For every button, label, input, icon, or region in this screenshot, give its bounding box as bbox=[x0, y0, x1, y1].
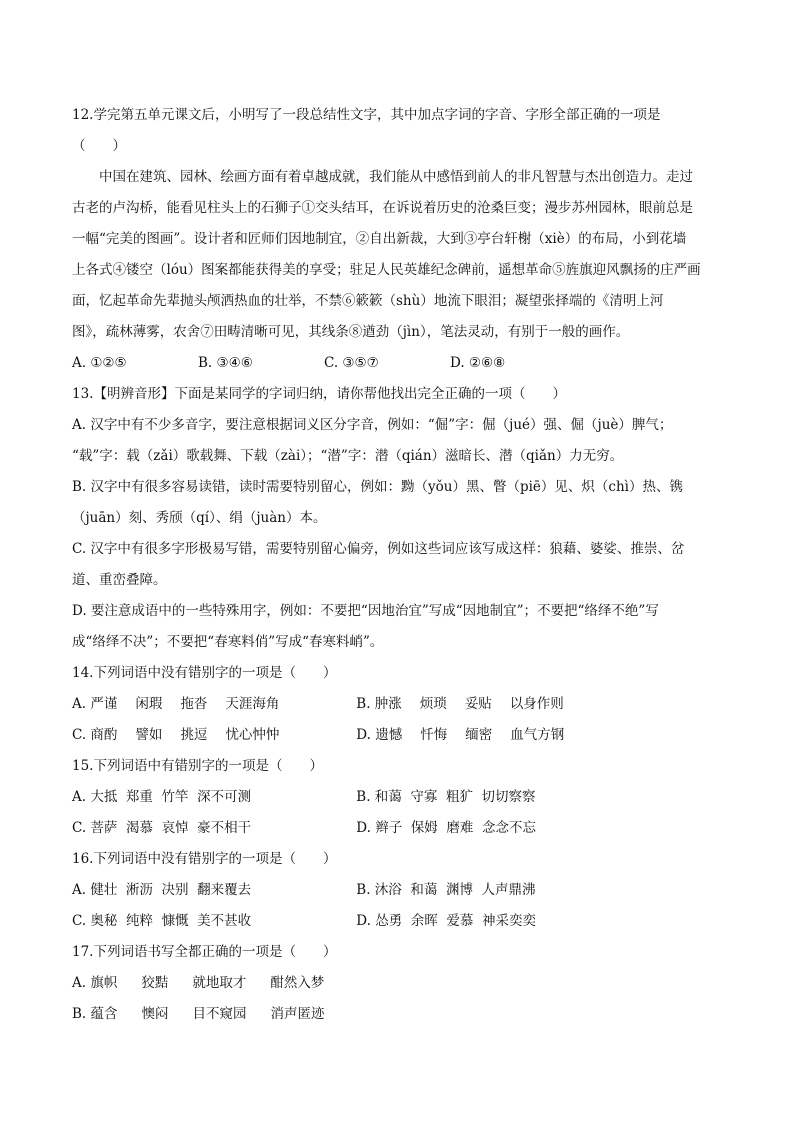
q12-passage-line: 面，忆起革命先辈抛头颅洒热血的壮举，不禁⑥簌簌（shù）地流下眼泪；凝望张择端的《清明上河 bbox=[72, 293, 664, 309]
q13-line: B. 汉字中有很多容易读错，读时需要特别留心，例如：黝（yǒu）黑、瞥（piē）见、炽（chì）热、镌 bbox=[72, 479, 683, 495]
q17-stem: 17.下列词语书写全都正确的一项是（ ） bbox=[72, 944, 337, 960]
q12-passage-line: 一幅“完美的图画”。设计者和匠师们因地制宜，②自出新裁，大到③亭台轩榭（xiè）的布局，小到花墙 bbox=[72, 231, 687, 247]
q12-option-a: A. ①②⑤ bbox=[72, 355, 127, 371]
q12-option-b: B. ③④⑥ bbox=[198, 355, 253, 371]
q14-stem: 14.下列词语中没有错别字的一项是（ ） bbox=[72, 665, 337, 681]
q12-answer-paren: （ ） bbox=[72, 138, 126, 154]
q13-line: “载”字：载（zǎi）歌载舞、下载（zài）；“潜”字：潜（qián）滋暗长、潜（qiǎn）力无穷。 bbox=[72, 448, 624, 464]
q15-option-c: C. 菩萨 渴慕 哀悼 豪不相干 bbox=[72, 820, 252, 836]
exam-page bbox=[72, 100, 722, 1030]
q14-option-b: B. 肿涨 烦琐 妥贴 以身作则 bbox=[356, 696, 564, 712]
q12-passage-line: 图》，疏林薄雾，农舍⑦田畴清晰可见，其线条⑧遒劲（jìn），笔法灵动，有别于一般的画作。 bbox=[72, 324, 630, 340]
q14-option-c: C. 商酌 譬如 挑逗 忧心忡忡 bbox=[72, 727, 280, 743]
q16-option-c: C. 奥秘 纯粹 慷慨 美不甚收 bbox=[72, 913, 252, 929]
q12-stem: 12.学完第五单元课文后，小明写了一段总结性文字，其中加点字词的字音、字形全部正确的一项是 bbox=[72, 107, 661, 123]
q17-option-b: B. 蕴含 懊闷 目不窥园 消声匿迹 bbox=[72, 1006, 325, 1022]
q14-option-a: A. 严谨 闲瑕 拖沓 天涯海角 bbox=[72, 696, 280, 712]
q16-option-d: D. 怂勇 余晖 爱慕 神采奕奕 bbox=[356, 913, 536, 929]
q12-passage-line: 上各式④镂空（lóu）图案都能获得美的享受；驻足人民英雄纪念碑前，遥想革命⑤旌旗迎风飘扬的庄严画 bbox=[72, 262, 701, 278]
q15-stem: 15.下列词语中有错别字的一项是（ ） bbox=[72, 758, 323, 774]
q16-option-a: A. 健壮 淅沥 决别 翻来覆去 bbox=[72, 882, 252, 898]
q15-option-a: A. 大抵 郑重 竹竿 深不可测 bbox=[72, 789, 252, 805]
q15-options-row bbox=[72, 782, 722, 813]
q15-option-d: D. 辫子 保姆 磨难 念念不忘 bbox=[356, 820, 536, 836]
q13-stem: 13.【明辨音形】下面是某同学的字词归纳，请你帮他找出完全正确的一项（ ） bbox=[72, 386, 566, 402]
q14-option-d: D. 遗憾 忏悔 缅密 血气方钢 bbox=[356, 727, 565, 743]
q15-options-row bbox=[72, 813, 722, 844]
q14-options-row bbox=[72, 689, 722, 720]
q13-line: 道、重峦叠障。 bbox=[72, 572, 167, 588]
q16-stem: 16.下列词语中没有错别字的一项是（ ） bbox=[72, 851, 337, 867]
q15-option-b: B. 和蔼 守寡 粗犷 切切察察 bbox=[356, 789, 536, 805]
q14-options-row bbox=[72, 720, 722, 751]
q13-line: C. 汉字中有很多字形极易写错，需要特别留心偏旁，例如这些词应该写成这样：狼藉、婆娑、推崇、岔 bbox=[72, 541, 685, 557]
q13-line: A. 汉字中有不少多音字，要注意根据词义区分字音，例如：“倔”字：倔（jué）强、倔（juè）脾气； bbox=[72, 417, 673, 433]
q16-options-row bbox=[72, 906, 722, 937]
q12-option-d: D. ②⑥⑧ bbox=[450, 355, 506, 371]
q13-line: 成“络绎不决”；不要把“春寒料俏”写成“春寒料峭”。 bbox=[72, 634, 384, 650]
q16-option-b: B. 沐浴 和蔼 渊博 人声鼎沸 bbox=[356, 882, 536, 898]
q12-options bbox=[72, 348, 722, 379]
q12-passage-line: 古老的卢沟桥，能看见柱头上的石狮子①交头结耳，在诉说着历史的沧桑巨变；漫步苏州园林，眼前总是 bbox=[72, 200, 693, 216]
q12-passage-line: 中国在建筑、园林、绘画方面有着卓越成就，我们能从中感悟到前人的非凡智慧与杰出创造力。走过 bbox=[99, 169, 693, 185]
q13-line: D. 要注意成语中的一些特殊用字，例如：不要把“因地治宜”写成“因地制宜”；不要把“络绎不绝”写 bbox=[72, 603, 659, 619]
q13-line: （juān）刻、秀颀（qí）、绢（juàn）本。 bbox=[72, 510, 327, 526]
q17-option-a: A. 旗帜 狡黠 就地取才 酣然入梦 bbox=[72, 975, 325, 991]
q12-option-c: C. ③⑤⑦ bbox=[324, 355, 379, 371]
q16-options-row bbox=[72, 875, 722, 906]
